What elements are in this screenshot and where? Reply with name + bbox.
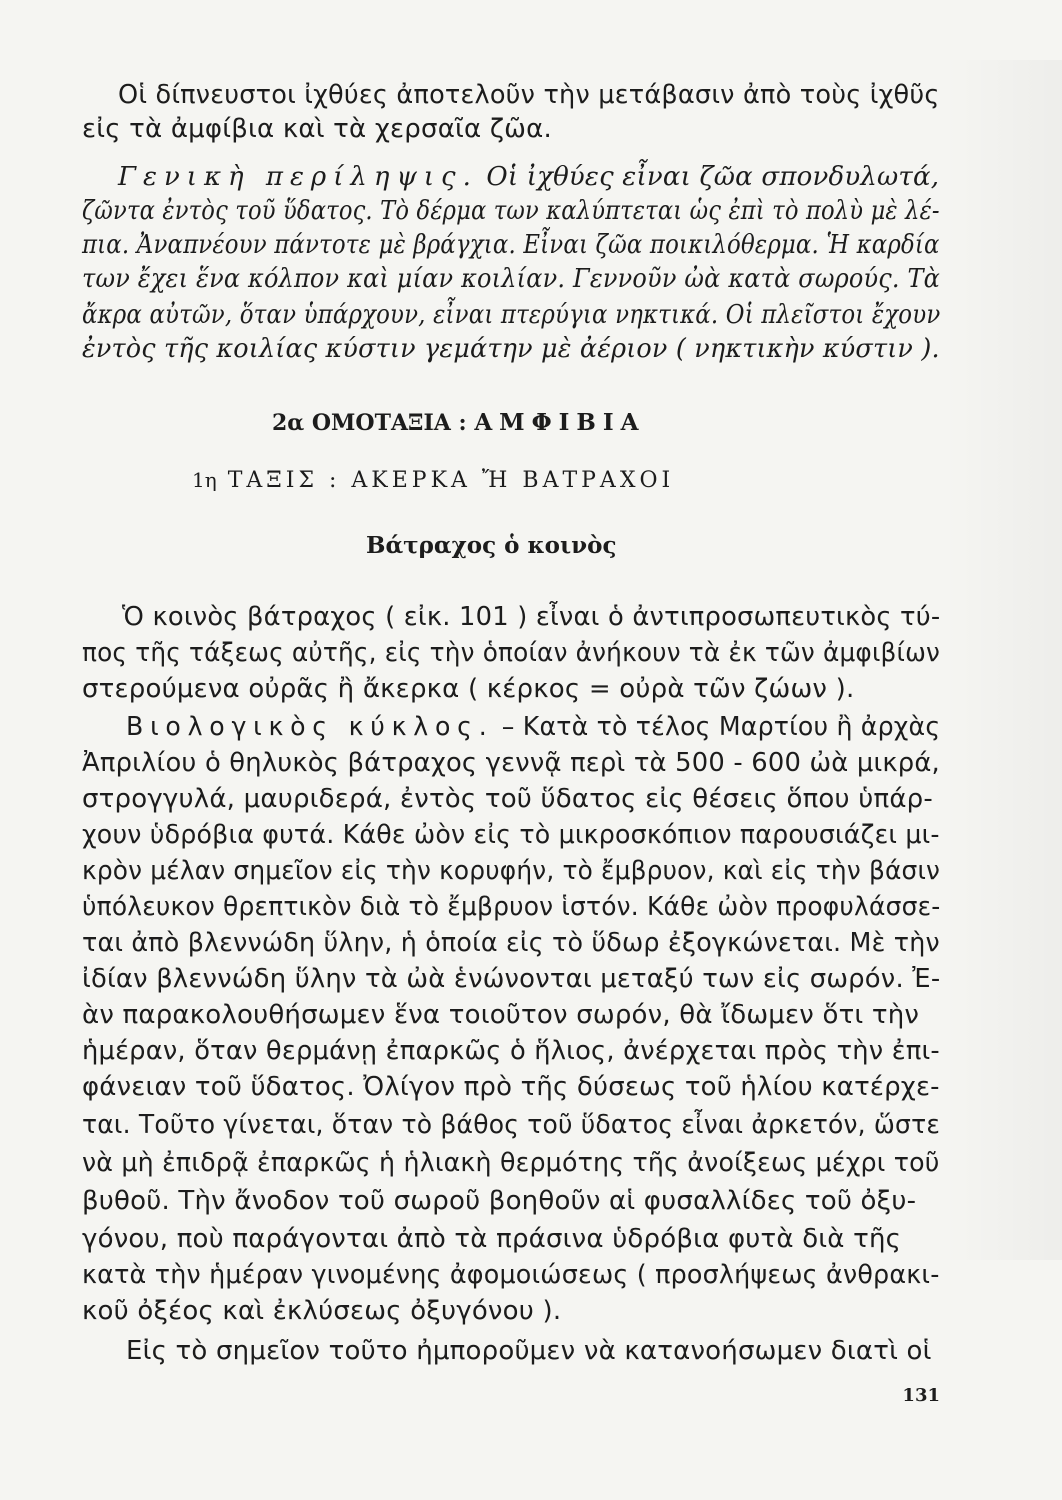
general-line-4: των ἔχει ἕνα κόλπον καὶ μίαν κοιλίαν. Γεννοῦν ὠὰ κατὰ σωρούς. Τὰ: [82, 264, 941, 294]
order-heading: [192, 468, 674, 493]
class-heading-prefix: 2α ΟΜΟΤΑΞΙΑ :: [272, 410, 467, 436]
cycle-line-1: Ἀπριλίου ὁ θηλυκὸς βάτραχος γεννᾷ περὶ τὰ 500 - 600 ὠὰ μικρά,: [82, 748, 940, 778]
cycle-line-2: στρογγυλά, μαυριδερά, ἐντὸς τοῦ ὕδατος εἰς θέσεις ὅπου ὑπάρ-: [82, 784, 933, 814]
general-line-3: πια. Ἀναπνέουν πάντοτε μὲ βράγχια. Εἶναι ζῶα ποικιλόθερμα. Ἡ καρδία: [82, 230, 940, 260]
cycle-line-6: ται ἀπὸ βλεννώδη ὕλην, ἡ ὁποία εἰς τὸ ὕδωρ ἐξογκώνεται. Μὲ τὴν: [82, 928, 940, 958]
class-heading-name: ΑΜΦΙΒΙΑ: [474, 409, 646, 436]
general-line-2: ζῶντα ἐντὸς τοῦ ὕδατος. Τὸ δέρμα των καλύπτεται ὡς ἐπὶ τὸ πολὺ μὲ λέ-: [82, 196, 940, 226]
cycle-line-16: κοῦ ὀξέος καὶ ἐκλύσεως ὀξυγόνου ).: [82, 1296, 562, 1326]
order-heading-text: ΤΑΞΙΣ : ΑΚΕΡΚΑ Ἤ ΒΑΤΡΑΧΟΙ: [227, 468, 675, 493]
cycle-line-10: φάνειαν τοῦ ὕδατος. Ὀλίγον πρὸ τῆς δύσεως τοῦ ἡλίου κατέρχε-: [82, 1072, 940, 1102]
general-line-5: ἄκρα αὐτῶν, ὅταν ὑπάρχουν, εἶναι πτερύγια νηκτικά. Οἱ πλεῖστοι ἔχουν: [82, 300, 941, 330]
cycle-line-3: χουν ὑδρόβια φυτά. Κάθε ὠὸν εἰς τὸ μικροσκόπιον παρουσιάζει μι-: [82, 820, 940, 850]
para1-line-1: Ὁ κοινὸς βάτραχος ( εἰκ. 101 ) εἶναι ὁ ἀντιπροσωπευτικὸς τύ-: [122, 602, 941, 632]
cycle-first-line: [126, 710, 940, 744]
cycle-line-4: κρὸν μέλαν σημεῖον εἰς τὴν κορυφήν, τὸ ἔμβρυον, καὶ εἰς τὴν βάσιν: [82, 856, 941, 886]
cycle-line-13: βυθοῦ. Τὴν ἄνοδον τοῦ σωροῦ βοηθοῦν αἱ φυσαλλίδες τοῦ ὀξυ-: [82, 1186, 917, 1216]
general-summary-label: Γενικὴ περίληψις.: [118, 162, 478, 192]
cycle-line-8: ὰν παρακολουθήσωμεν ἕνα τοιοῦτον σωρόν, θὰ ἴδωμεν ὅτι τὴν: [82, 1000, 920, 1030]
order-heading-ordinal: 1η: [192, 468, 217, 492]
para1-line-2: πος τῆς τάξεως αὐτῆς, εἰς τὴν ὁποίαν ἀνήκουν τὰ ἐκ τῶν ἀμφιβίων: [82, 638, 941, 668]
general-line-6: ἐντὸς τῆς κοιλίας κύστιν γεμάτην μὲ ἀέριον ( νηκτικὴν κύστιν ).: [82, 334, 940, 364]
intro-line-2: εἰς τὰ ἀμφίβια καὶ τὰ χερσαῖα ζῶα.: [82, 114, 552, 144]
page-number: 131: [902, 1385, 940, 1406]
class-heading: [272, 408, 645, 438]
cycle-line-7: ἰδίαν βλεννώδη ὕλην τὰ ὠὰ ἑνώνονται μεταξύ των εἰς σωρόν. Ἐ-: [82, 964, 941, 994]
closing-line: Εἰς τὸ σημεῖον τοῦτο ἠμποροῦμεν νὰ κατανοήσωμεν διατὶ οἱ: [126, 1336, 932, 1366]
para1-line-3: στερούμενα οὐρᾶς ἢ ἄκερκα ( κέρκος = οὐρὰ τῶν ζώων ).: [82, 674, 855, 704]
cycle-label: Βιολογικὸς κύκλος.: [126, 712, 494, 742]
general-summary-text: Οἱ ἰχθύες εἶναι ζῶα σπονδυλωτά,: [486, 162, 940, 192]
cycle-line-5: ὑπόλευκον θρεπτικὸν διὰ τὸ ἔμβρυον ἱστόν. Κάθε ὠὸν προφυλάσσε-: [82, 892, 941, 922]
cycle-line-12: νὰ μὴ ἐπιδρᾷ ἐπαρκῶς ἡ ἡλιακὴ θερμότης τῆς ἀνοίξεως μέχρι τοῦ: [82, 1148, 940, 1178]
cycle-line-14: γόνου, ποὺ παράγονται ἀπὸ τὰ πράσινα ὑδρόβια φυτὰ διὰ τῆς: [82, 1224, 902, 1254]
page-shadow: [942, 60, 1062, 1260]
intro-line-1: Οἱ δίπνευστοι ἰχθύες ἀποτελοῦν τὴν μετάβασιν ἀπὸ τοὺς ἰχθῦς: [118, 80, 940, 110]
cycle-line-15: κατὰ τὴν ἡμέραν γινομένης ἀφομοιώσεως ( προσλήψεως ἀνθρακι-: [82, 1260, 940, 1290]
cycle-first-line-text: – Κατὰ τὸ τέλος Μαρτίου ἢ ἀρχὰς: [501, 712, 941, 742]
general-summary-first-line: [118, 160, 939, 194]
cycle-line-11: ται. Τοῦτο γίνεται, ὅταν τὸ βάθος τοῦ ὕδατος εἶναι ἀρκετόν, ὥστε: [82, 1110, 941, 1140]
section-title: Βάτραχος ὁ κοινὸς: [366, 532, 617, 559]
cycle-line-9: ἡμέραν, ὅταν θερμάνῃ ἐπαρκῶς ὁ ἥλιος, ἀνέρχεται πρὸς τὴν ἐπι-: [82, 1036, 940, 1066]
